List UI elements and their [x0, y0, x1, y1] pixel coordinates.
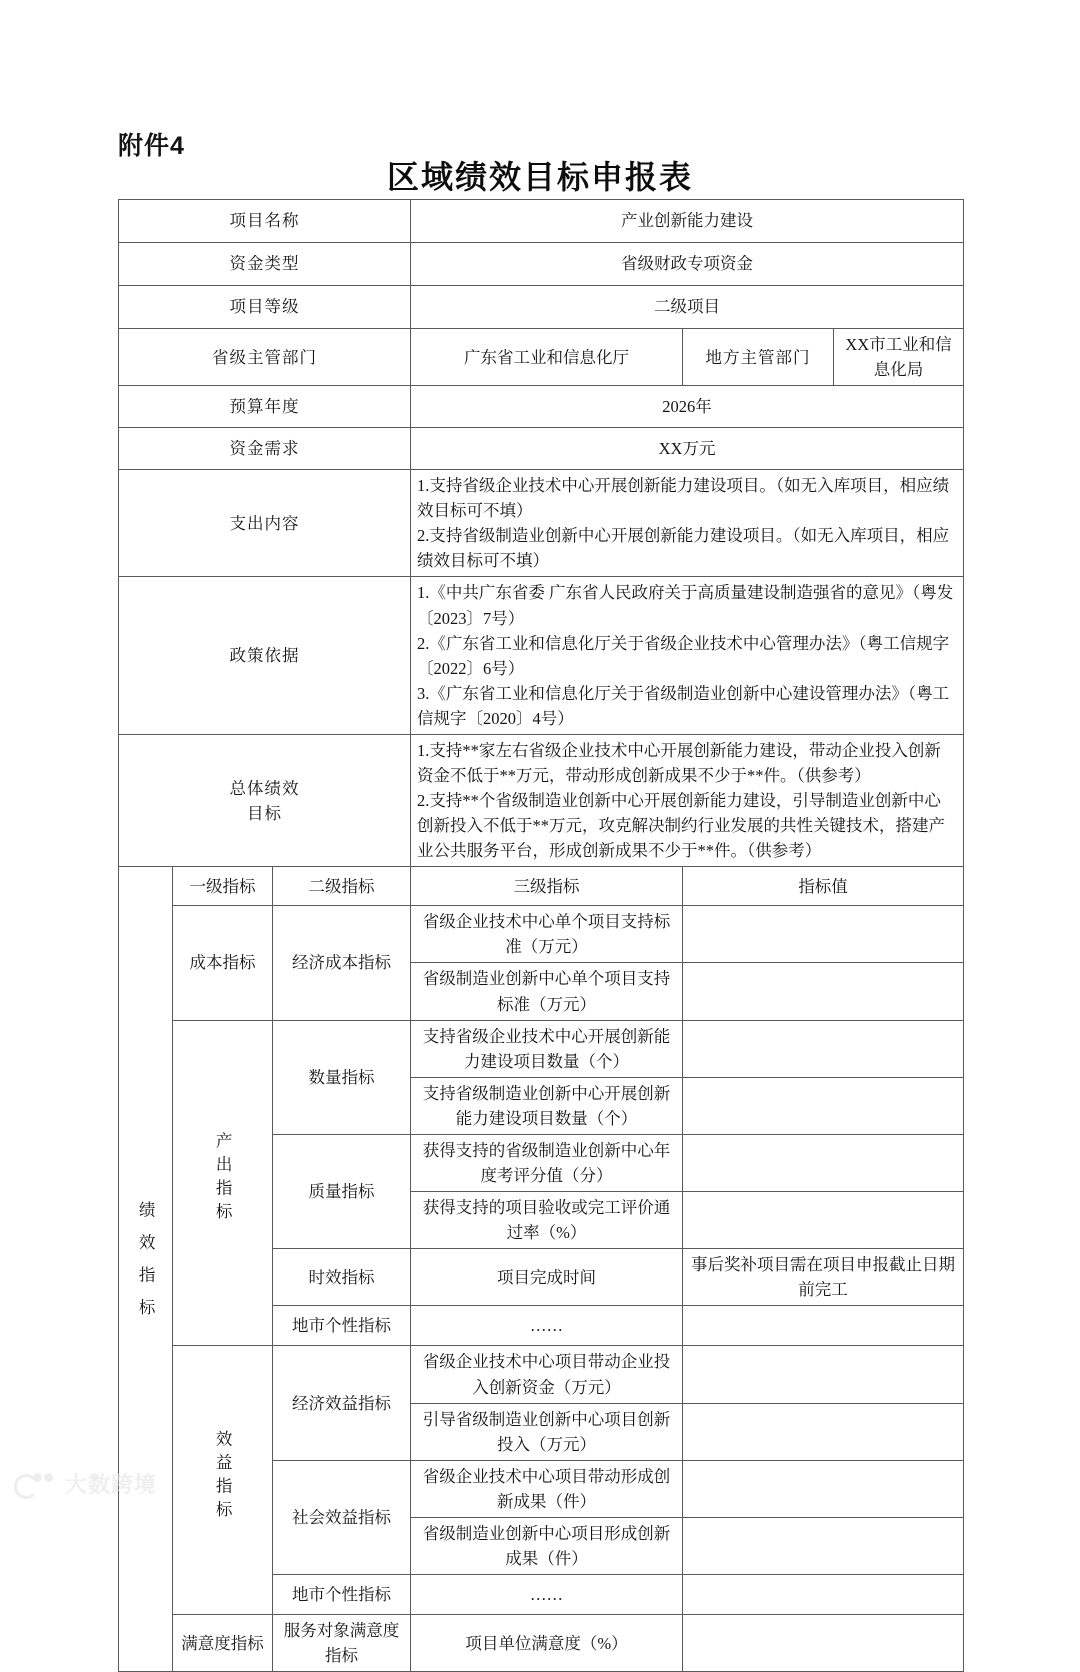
table-row: [119, 286, 964, 329]
fund-demand-value: XX万元: [411, 428, 964, 470]
indicator-value: [683, 1460, 964, 1517]
table-row: [119, 329, 964, 386]
level3-indicator: 获得支持的省级制造业创新中心年度考评分值（分）: [411, 1134, 683, 1191]
budget-year-value: 2026年: [411, 386, 964, 428]
local-dept-value: XX市工业和信息化局: [845, 335, 952, 380]
project-level-value: 二级项目: [411, 286, 964, 329]
indicator-value: [683, 1020, 964, 1077]
table-row: [119, 1020, 964, 1077]
indicator-value: [683, 1346, 964, 1403]
overall-goal-line-2: 2.支持**个省级制造业创新中心开展创新能力建设，引导制造业创新中心创新投入不低于**万元，攻克解决制约行业发展的共性关键技术，搭建产业公共服务平台，形成创新成果不少于**件。（供参考）: [417, 791, 946, 861]
level2-economic-benefit: 经济效益指标: [273, 1346, 411, 1460]
project-name-value: 产业创新能力建设: [411, 200, 964, 243]
table-row: [119, 577, 964, 734]
level3-indicator: 支持省级企业技术中心开展创新能力建设项目数量（个）: [411, 1020, 683, 1077]
level2-social-benefit: 社会效益指标: [273, 1460, 411, 1574]
table-row: [119, 200, 964, 243]
expenditure-line-2: 2.支持省级制造业创新中心开展创新能力建设项目。（如无入库项目，相应绩效目标可不填）: [417, 526, 950, 571]
table-row: [119, 386, 964, 428]
provincial-dept-label: 省级主管部门: [119, 329, 411, 386]
performance-indicator-vertical-label: 绩效指标: [119, 867, 173, 1672]
table-row: [119, 1615, 964, 1672]
overall-goal-label-text: 总体绩效目标: [229, 778, 300, 823]
expenditure-line-1: 1.支持省级企业技术中心开展创新能力建设项目。（如无入库项目，相应绩效目标可不填）: [417, 476, 950, 521]
indicator-value: [683, 1192, 964, 1249]
overall-goal-content: [411, 734, 964, 866]
level1-satisfaction: 满意度指标: [173, 1615, 273, 1672]
project-level-label: 项目等级: [119, 286, 411, 329]
page-title: 区域绩效目标申报表: [386, 159, 693, 195]
level3-indicator: 项目完成时间: [411, 1249, 683, 1306]
watermark: [14, 1468, 157, 1499]
indicator-value: [683, 1575, 964, 1615]
fund-type-value: 省级财政专项资金: [411, 243, 964, 286]
level3-indicator: ……: [411, 1306, 683, 1346]
level3-indicator: 引导省级制造业创新中心项目创新投入（万元）: [411, 1403, 683, 1460]
level3-indicator: 支持省级制造业创新中心开展创新能力建设项目数量（个）: [411, 1077, 683, 1134]
level2-service-satisfaction: 服务对象满意度指标: [273, 1615, 411, 1672]
level2-timeliness: 时效指标: [273, 1249, 411, 1306]
policy-line-3: 3.《广东省工业和信息化厅关于省级制造业创新中心建设管理办法》（粤工信规字〔2020〕4号）: [417, 683, 950, 728]
level2-city-specific: 地市个性指标: [273, 1575, 411, 1615]
budget-year-label: 预算年度: [119, 386, 411, 428]
level2-quality: 质量指标: [273, 1134, 411, 1248]
fund-type-label: 资金类型: [119, 243, 411, 286]
table-row: [119, 1346, 964, 1403]
level3-indicator: 省级企业技术中心项目带动企业投入创新资金（万元）: [411, 1346, 683, 1403]
level3-indicator: ……: [411, 1575, 683, 1615]
indicator-value: [683, 1517, 964, 1574]
local-dept-label: 地方主管部门: [683, 329, 834, 385]
indicator-value: [683, 963, 964, 1020]
policy-line-2: 2.《广东省工业和信息化厅关于省级企业技术中心管理办法》（粤工信规字〔2022〕6号）: [417, 633, 950, 678]
performance-declaration-form: [118, 199, 964, 1672]
table-row: [119, 428, 964, 470]
attachment-label: 附件4: [118, 132, 185, 160]
table-row: [119, 906, 964, 963]
indicator-value: [683, 1077, 964, 1134]
indicator-value: [683, 1615, 964, 1672]
policy-line-1: 1.《中共广东省委 广东省人民政府关于高质量建设制造强省的意见》（粤发〔2023〕7号）: [417, 583, 954, 628]
indicator-value: [683, 1403, 964, 1460]
fund-demand-label: 资金需求: [119, 428, 411, 470]
level3-indicator: 获得支持的项目验收或完工评价通过率（%）: [411, 1192, 683, 1249]
table-row: [119, 243, 964, 286]
level2-quantity: 数量指标: [273, 1020, 411, 1134]
header-value: 指标值: [683, 867, 964, 906]
level2-city-specific: 地市个性指标: [273, 1306, 411, 1346]
level3-indicator: 省级企业技术中心项目带动形成创新成果（件）: [411, 1460, 683, 1517]
watermark-text: 大数跨境: [65, 1472, 158, 1497]
policy-label: 政策依据: [119, 577, 411, 734]
level3-indicator: 省级企业技术中心单个项目支持标准（万元）: [411, 906, 683, 963]
level3-indicator: 省级制造业创新中心项目形成创新成果（件）: [411, 1517, 683, 1574]
level1-benefit: 效益指标: [173, 1346, 273, 1615]
logo-icon: [14, 1473, 58, 1495]
overall-goal-line-1: 1.支持**家左右省级企业技术中心开展创新能力建设，带动企业投入创新资金不低于**万元，带动形成创新成果不少于**件。（供参考）: [417, 740, 941, 786]
table-row: [119, 470, 964, 577]
project-name-label: 项目名称: [119, 200, 411, 243]
indicator-value: [683, 906, 964, 963]
header-level3: 三级指标: [411, 867, 683, 906]
provincial-dept-value: 广东省工业和信息化厅: [411, 329, 683, 386]
indicator-value: 事后奖补项目需在项目申报截止日期前完工: [683, 1249, 964, 1306]
level1-output: 产出指标: [173, 1020, 273, 1346]
indicator-header-row: [119, 867, 964, 906]
level3-indicator: 省级制造业创新中心单个项目支持标准（万元）: [411, 963, 683, 1020]
table-row: [119, 734, 964, 866]
level2-economic-cost: 经济成本指标: [273, 906, 411, 1020]
local-dept-cell: [683, 329, 964, 386]
level3-indicator: 项目单位满意度（%）: [411, 1615, 683, 1672]
policy-content: [411, 577, 964, 734]
overall-goal-label: [119, 734, 411, 866]
header-level1: 一级指标: [173, 867, 273, 906]
header-level2: 二级指标: [273, 867, 411, 906]
indicator-value: [683, 1306, 964, 1346]
level1-cost: 成本指标: [173, 906, 273, 1020]
expenditure-label: 支出内容: [119, 470, 411, 577]
expenditure-content: [411, 470, 964, 577]
indicator-value: [683, 1134, 964, 1191]
